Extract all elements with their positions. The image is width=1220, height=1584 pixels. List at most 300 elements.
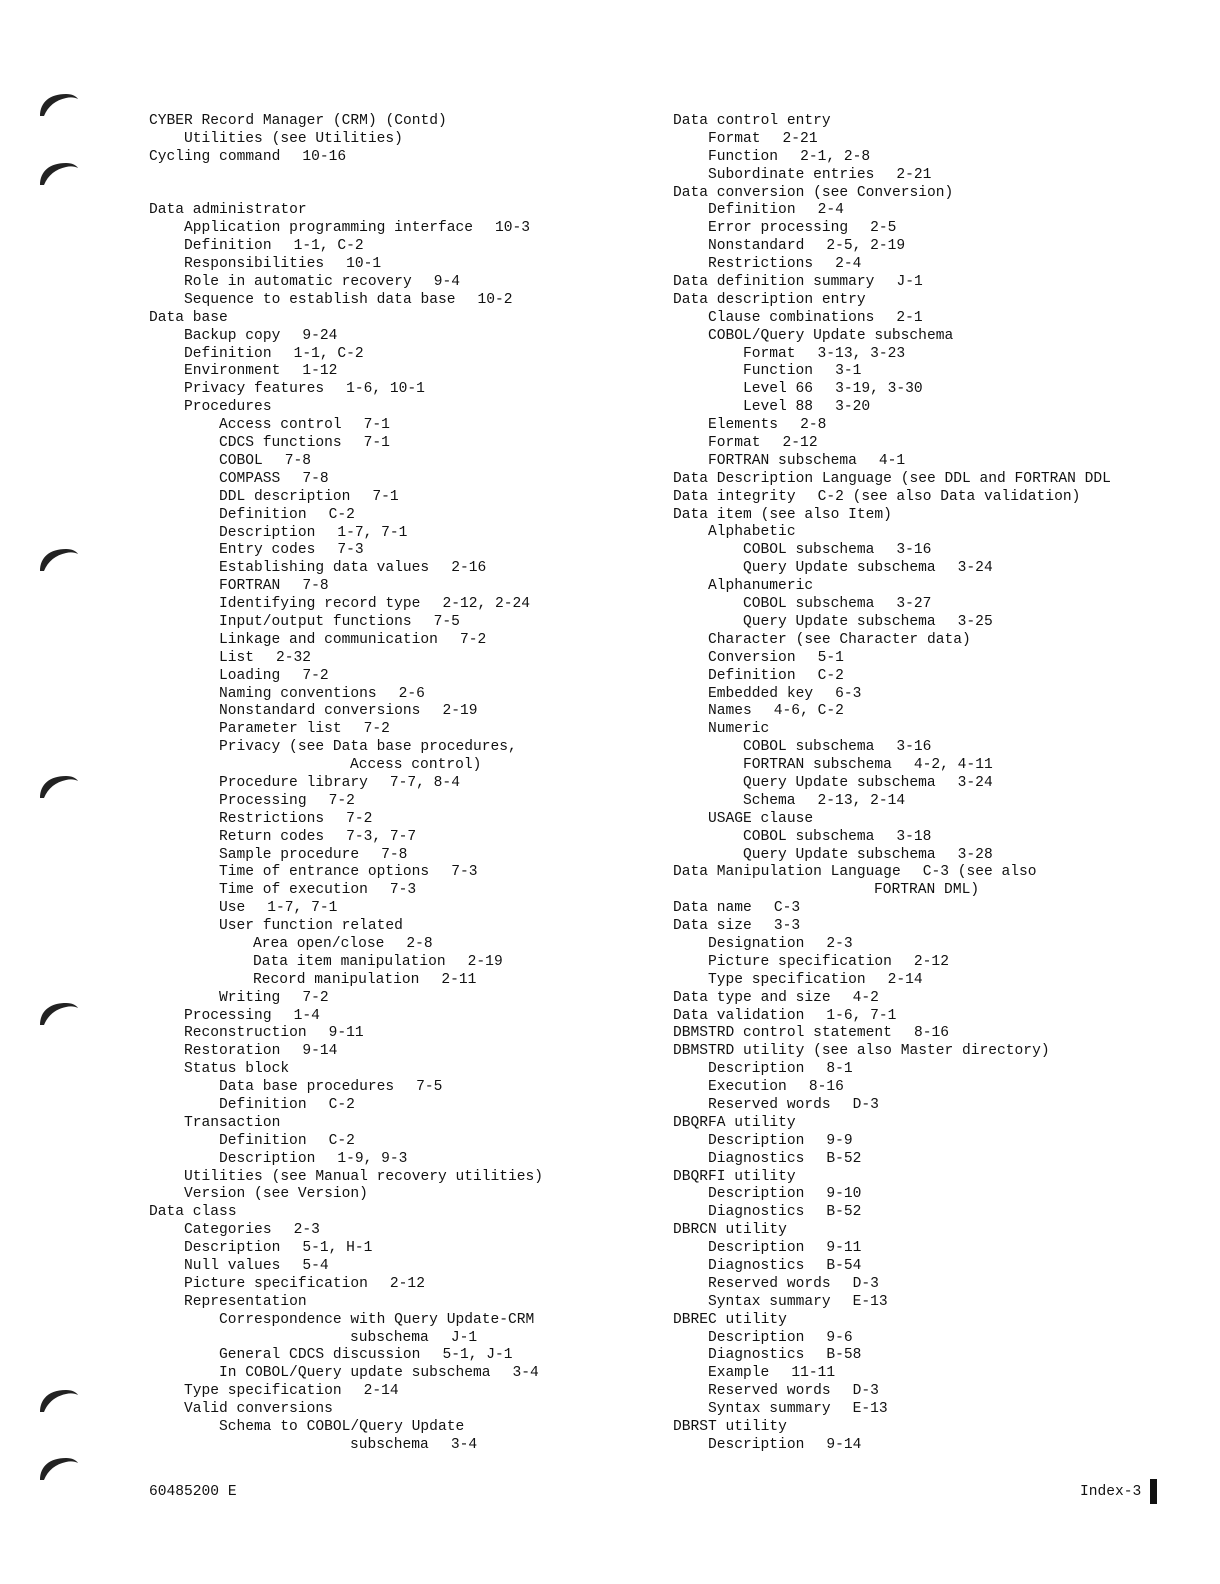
index-entry: [673, 417, 1213, 435]
index-entry: [149, 1276, 649, 1294]
index-entry: [673, 1419, 1213, 1437]
index-entry: [673, 668, 1213, 686]
index-page-ref: D-3: [852, 1383, 879, 1400]
index-page-ref: 3-1: [835, 363, 862, 380]
index-page-ref: J-1: [450, 1329, 478, 1346]
index-entry: [673, 167, 1213, 185]
index-term: FORTRAN subschema: [708, 452, 857, 469]
index-entry: [149, 1222, 649, 1240]
index-entry: [149, 1401, 649, 1419]
index-term: DBRCN utility: [673, 1222, 787, 1239]
index-entry: [673, 757, 1213, 775]
index-term: Description: [708, 1186, 805, 1203]
index-term: Data name: [673, 900, 752, 917]
index-entry: [673, 578, 1213, 596]
index-term: Privacy features: [184, 381, 325, 398]
index-entry: [149, 686, 649, 704]
index-term: Access control: [219, 417, 342, 434]
index-entry: [673, 900, 1213, 918]
index-term: Procedure library: [219, 774, 368, 791]
index-term: Time of execution: [219, 882, 368, 899]
index-term: Function: [743, 363, 814, 380]
index-term: Description: [184, 1240, 281, 1257]
index-term: Example: [708, 1365, 770, 1382]
index-page-ref: C-2 (see also Data validation): [817, 488, 1081, 505]
index-entry: [673, 292, 1213, 310]
binder-hole-mark: [36, 1384, 80, 1414]
index-term: Type specification: [708, 971, 866, 988]
index-entry: [673, 954, 1213, 972]
index-page-ref: 2-6: [398, 685, 425, 702]
index-page-ref: 1-7, 7-1: [337, 524, 408, 541]
index-term: Status block: [184, 1061, 290, 1078]
index-page-ref: 5-1, J-1: [442, 1347, 513, 1364]
index-term: Entry codes: [219, 542, 316, 559]
index-entry: [149, 489, 649, 507]
index-page-ref: 2-4: [817, 202, 844, 219]
index-page-ref: 4-1: [878, 452, 906, 469]
index-entry: [149, 650, 649, 668]
index-term: Null values: [184, 1258, 281, 1275]
index-term: Syntax summary: [708, 1401, 831, 1418]
index-entry: [149, 131, 649, 149]
index-page-ref: 5-4: [302, 1258, 329, 1275]
index-entry: [149, 1330, 649, 1348]
index-page-ref: 3-20: [835, 399, 871, 416]
index-page-ref: 2-3: [826, 935, 853, 952]
index-entry: [673, 864, 1213, 882]
index-term: Environment: [184, 363, 281, 380]
index-entry: [149, 381, 649, 399]
index-entry: [149, 1383, 649, 1401]
index-term: USAGE clause: [708, 810, 814, 827]
index-page-ref: 6-3: [835, 685, 862, 702]
index-term: Reserved words: [708, 1275, 831, 1292]
index-term: FORTRAN: [219, 578, 281, 595]
index-entry: [149, 525, 649, 543]
index-entry: [149, 739, 649, 757]
index-page-ref: 7-8: [302, 470, 329, 487]
index-term: subschema: [350, 1436, 429, 1453]
index-column-right: [673, 113, 1213, 1455]
index-term: Linkage and communication: [219, 631, 438, 648]
index-entry: [673, 1347, 1213, 1365]
index-term: Data class: [149, 1204, 237, 1221]
index-term: DBMSTRD utility (see also Master directory): [673, 1043, 1050, 1060]
index-term: Alphanumeric: [708, 578, 814, 595]
index-entry: [673, 596, 1213, 614]
index-entry: [149, 1294, 649, 1312]
index-entry: [149, 936, 649, 954]
index-page-ref: 7-3: [451, 864, 478, 881]
index-entry: [149, 882, 649, 900]
index-term: Data control entry: [673, 113, 831, 129]
index-page-ref: E-13: [852, 1293, 888, 1310]
index-page-ref: 2-19: [467, 953, 503, 970]
index-page-ref: 3-3: [773, 918, 801, 935]
index-page-ref: 1-1, C-2: [293, 345, 364, 362]
index-entry: [149, 1061, 649, 1079]
index-page-ref: 3-24: [957, 774, 993, 791]
index-page-ref: 7-5: [433, 613, 460, 630]
index-entry: [149, 220, 649, 238]
index-page-ref: 2-12: [913, 953, 949, 970]
index-entry: [149, 310, 649, 328]
index-term: Description: [708, 1436, 805, 1453]
index-term: Data integrity: [673, 488, 796, 505]
index-entry: [149, 668, 649, 686]
index-term: Data conversion (see Conversion): [673, 184, 954, 201]
index-page-ref: 2-12, 2-24: [442, 596, 531, 613]
index-entry: [149, 113, 649, 131]
index-page-ref: 2-21: [896, 166, 932, 183]
index-term: Picture specification: [184, 1275, 368, 1292]
binder-hole-mark: [36, 997, 80, 1027]
index-term: Diagnostics: [708, 1150, 805, 1167]
index-entry: [149, 1347, 649, 1365]
index-entry: [149, 1186, 649, 1204]
index-page-ref: 10-16: [302, 148, 347, 165]
index-term: Syntax summary: [708, 1293, 831, 1310]
index-term: Data definition summary: [673, 274, 875, 291]
index-entry: [149, 775, 649, 793]
index-entry: [673, 972, 1213, 990]
index-entry: [149, 721, 649, 739]
index-term: COBOL subschema: [743, 542, 875, 559]
index-term: Input/output functions: [219, 613, 412, 630]
index-entry: [673, 363, 1213, 381]
index-page-ref: 9-14: [826, 1436, 862, 1453]
index-entry: [673, 346, 1213, 364]
index-term: Establishing data values: [219, 560, 430, 577]
index-page-ref: 3-4: [512, 1365, 539, 1382]
index-entry: [149, 1437, 649, 1455]
index-entry: [673, 1204, 1213, 1222]
index-term: Use: [219, 900, 246, 917]
index-entry: [673, 847, 1213, 865]
index-entry: [673, 1312, 1213, 1330]
index-entry: [673, 1097, 1213, 1115]
index-entry: [673, 113, 1213, 131]
index-term: Definition: [219, 506, 307, 523]
index-term: COBOL/Query Update subschema: [708, 327, 954, 344]
index-term: Utilities (see Manual recovery utilities): [184, 1168, 544, 1185]
index-page-ref: 2-8: [406, 935, 433, 952]
index-term: Record manipulation: [253, 971, 420, 988]
index-page-ref: 3-19, 3-30: [835, 381, 923, 398]
index-term: Parameter list: [219, 721, 342, 738]
index-term: FORTRAN DML): [874, 882, 980, 899]
index-page-ref: 7-8: [381, 846, 408, 863]
index-page-ref: 7-5: [416, 1079, 443, 1096]
index-term: Responsibilities: [184, 256, 325, 273]
index-page-ref: 7-7, 8-4: [389, 774, 460, 791]
index-term: Description: [708, 1061, 805, 1078]
document-number: 60485200 E: [149, 1484, 237, 1500]
index-page-ref: 7-2: [346, 810, 373, 827]
index-entry: [149, 453, 649, 471]
index-page-ref: 9-11: [826, 1240, 862, 1257]
index-entry: [149, 811, 649, 829]
index-entry: [149, 1133, 649, 1151]
index-entry: [673, 1437, 1213, 1455]
index-entry: [673, 739, 1213, 757]
index-page-ref: C-2: [328, 506, 355, 523]
index-page-ref: 3-18: [896, 828, 932, 845]
index-term: DBQRFI utility: [673, 1168, 796, 1185]
index-entry: [673, 1186, 1213, 1204]
index-term: Query Update subschema: [743, 560, 936, 577]
index-page-ref: 7-8: [284, 452, 312, 469]
index-page-ref: 9-14: [302, 1043, 338, 1060]
index-page-ref: 7-2: [459, 631, 487, 648]
index-page-ref: C-2: [328, 1132, 355, 1149]
index-page-ref: 10-1: [346, 256, 382, 273]
index-page-ref: 7-1: [363, 417, 390, 434]
index-entry: [149, 829, 649, 847]
index-term: Access control): [350, 757, 482, 774]
index-page-ref: 2-3: [293, 1222, 320, 1239]
index-page-ref: 9-9: [826, 1132, 853, 1149]
index-entry: [673, 1294, 1213, 1312]
index-term: Loading: [219, 667, 281, 684]
index-page-ref: 2-32: [276, 649, 312, 666]
index-page-ref: 2-1: [896, 309, 923, 326]
index-term: Reconstruction: [184, 1025, 307, 1042]
index-term: Level 66: [743, 381, 814, 398]
index-entry: [149, 1419, 649, 1437]
index-term: Data base: [149, 309, 228, 326]
index-entry: [149, 972, 649, 990]
binder-hole-mark: [36, 543, 80, 573]
index-page-ref: 9-24: [302, 327, 338, 344]
index-entry: [149, 632, 649, 650]
index-term: Data size: [673, 918, 752, 935]
index-term: Embedded key: [708, 685, 814, 702]
index-term: Level 88: [743, 399, 814, 416]
index-entry: [673, 453, 1213, 471]
index-page-ref: 9-4: [433, 274, 460, 291]
index-term: Alphabetic: [708, 524, 796, 541]
index-term: Transaction: [184, 1114, 281, 1131]
index-page-ref: 2-11: [441, 971, 477, 988]
index-page-ref: 11-11: [791, 1365, 836, 1382]
index-entry: [673, 507, 1213, 525]
index-term: Diagnostics: [708, 1347, 805, 1364]
index-entry: [149, 1258, 649, 1276]
index-term: Correspondence with Query Update-CRM: [219, 1311, 535, 1328]
index-entry: [149, 1079, 649, 1097]
index-entry: [673, 775, 1213, 793]
index-page-ref: 1-9, 9-3: [337, 1150, 408, 1167]
index-entry: [149, 507, 649, 525]
index-entry: [673, 328, 1213, 346]
index-entry: [149, 1008, 649, 1026]
index-term: DBMSTRD control statement: [673, 1025, 892, 1042]
change-bar: [1150, 1479, 1157, 1504]
index-page-ref: 2-8: [800, 417, 827, 434]
index-entry: [149, 328, 649, 346]
index-term: Writing: [219, 989, 281, 1006]
index-page-ref: 3-28: [957, 846, 993, 863]
index-page-ref: 4-6, C-2: [773, 703, 844, 720]
index-term: Data Description Language (see DDL and FORTRAN DDL: [673, 470, 1111, 487]
index-term: Return codes: [219, 828, 325, 845]
index-term: Data administrator: [149, 202, 307, 219]
index-term: Role in automatic recovery: [184, 274, 412, 291]
index-entry: [673, 811, 1213, 829]
index-page-ref: 1-1, C-2: [293, 238, 364, 255]
index-page-ref: D-3: [852, 1275, 879, 1292]
index-entry: [149, 703, 649, 721]
index-entry: [673, 632, 1213, 650]
index-entry: [149, 1151, 649, 1169]
index-entry: [673, 471, 1213, 489]
index-term: Diagnostics: [708, 1204, 805, 1221]
index-entry: [149, 793, 649, 811]
index-page-ref: C-2: [328, 1097, 355, 1113]
index-entry: [149, 900, 649, 918]
index-term: Nonstandard: [708, 238, 805, 255]
index-term: Data validation: [673, 1007, 805, 1024]
index-entry: [149, 1240, 649, 1258]
index-term: Description: [708, 1240, 805, 1257]
index-term: subschema: [350, 1329, 429, 1346]
index-page-ref: 7-2: [363, 721, 390, 738]
index-entry: [149, 1097, 649, 1115]
index-term: Application programming interface: [184, 220, 474, 237]
index-term: Definition: [708, 202, 796, 219]
index-entry: [149, 363, 649, 381]
index-term: General CDCS discussion: [219, 1347, 421, 1364]
index-page-ref: 5-1: [817, 649, 844, 666]
index-entry: [149, 864, 649, 882]
index-page-ref: 2-12: [389, 1275, 425, 1292]
index-page-ref: 8-1: [826, 1061, 853, 1078]
index-term: Data item (see also Item): [673, 506, 892, 523]
index-entry: [673, 1008, 1213, 1026]
index-entry: [673, 435, 1213, 453]
index-entry: [149, 757, 649, 775]
index-page-ref: 3-4: [450, 1436, 478, 1453]
index-entry: [149, 614, 649, 632]
index-term: Format: [708, 435, 761, 452]
index-term: COBOL subschema: [743, 828, 875, 845]
index-term: DDL description: [219, 488, 351, 505]
index-term: Function: [708, 148, 779, 165]
index-term: Definition: [184, 345, 272, 362]
index-term: Clause combinations: [708, 309, 875, 326]
index-entry: [673, 542, 1213, 560]
index-term: Type specification: [184, 1383, 342, 1400]
index-term: Description: [708, 1329, 805, 1346]
index-page-ref: 2-5: [870, 220, 897, 237]
index-term: COBOL subschema: [743, 596, 875, 613]
index-term: Restrictions: [708, 256, 814, 273]
index-entry: [673, 721, 1213, 739]
index-page-ref: 7-3, 7-7: [346, 828, 417, 845]
index-term: Conversion: [708, 649, 796, 666]
index-entry: [673, 310, 1213, 328]
index-term: Backup copy: [184, 327, 281, 344]
index-term: User function related: [219, 918, 403, 935]
index-page-ref: 2-14: [887, 971, 923, 988]
index-term: Elements: [708, 417, 779, 434]
index-term: Restoration: [184, 1043, 281, 1060]
index-entry: [149, 399, 649, 417]
index-entry: [673, 1401, 1213, 1419]
index-term: Categories: [184, 1222, 272, 1239]
index-entry: [673, 936, 1213, 954]
index-entry: [673, 1151, 1213, 1169]
index-term: Nonstandard conversions: [219, 703, 421, 720]
binder-hole-mark: [36, 88, 80, 118]
index-term: DBREC utility: [673, 1311, 787, 1328]
index-term: Cycling command: [149, 148, 281, 165]
index-term: Definition: [219, 1097, 307, 1113]
index-page-ref: 2-14: [363, 1383, 399, 1400]
index-page-ref: 3-24: [957, 560, 993, 577]
index-term: Schema to COBOL/Query Update: [219, 1419, 465, 1436]
index-page-ref: B-58: [826, 1347, 862, 1364]
index-term: Data base procedures: [219, 1079, 395, 1096]
index-term: Picture specification: [708, 953, 892, 970]
index-term: Sample procedure: [219, 846, 360, 863]
index-entry: [149, 1169, 649, 1187]
index-term: Naming conventions: [219, 685, 377, 702]
index-term: Data item manipulation: [253, 953, 446, 970]
index-entry: [149, 578, 649, 596]
index-page-ref: 7-3: [337, 542, 364, 559]
index-entry: [149, 596, 649, 614]
index-entry: [673, 524, 1213, 542]
index-page-ref: 3-27: [896, 596, 932, 613]
index-term: Format: [708, 130, 761, 147]
index-entry: [149, 1204, 649, 1222]
index-entry: [673, 185, 1213, 203]
index-column-left: [149, 113, 649, 1455]
index-term: Query Update subschema: [743, 846, 936, 863]
index-entry: [149, 417, 649, 435]
index-entry: [673, 1115, 1213, 1133]
index-term: Character (see Character data): [708, 631, 971, 648]
index-term: Utilities (see Utilities): [184, 130, 403, 147]
index-page-ref: B-54: [826, 1258, 862, 1274]
index-term: DBRST utility: [673, 1419, 787, 1436]
index-entry: [149, 435, 649, 453]
index-entry: [673, 131, 1213, 149]
index-entry: [673, 381, 1213, 399]
index-entry: [673, 1258, 1213, 1276]
index-entry: [149, 1025, 649, 1043]
index-page-ref: 7-2: [328, 792, 355, 809]
index-entry: [149, 1365, 649, 1383]
index-entry: [673, 829, 1213, 847]
index-entry: [673, 1365, 1213, 1383]
index-term: CYBER Record Manager (CRM) (Contd): [149, 113, 447, 129]
index-page-ref: D-3: [852, 1096, 879, 1113]
index-page-ref: C-3 (see also: [922, 864, 1037, 881]
index-page-ref: J-1: [896, 274, 923, 291]
binder-hole-mark: [36, 770, 80, 800]
index-page-ref: 7-8: [302, 578, 329, 595]
index-term: Data description entry: [673, 291, 866, 308]
index-term: COBOL subschema: [743, 739, 875, 756]
index-page-ref: 2-16: [451, 560, 487, 577]
index-entry: [149, 542, 649, 560]
index-entry: [673, 560, 1213, 578]
index-term: Names: [708, 703, 752, 720]
